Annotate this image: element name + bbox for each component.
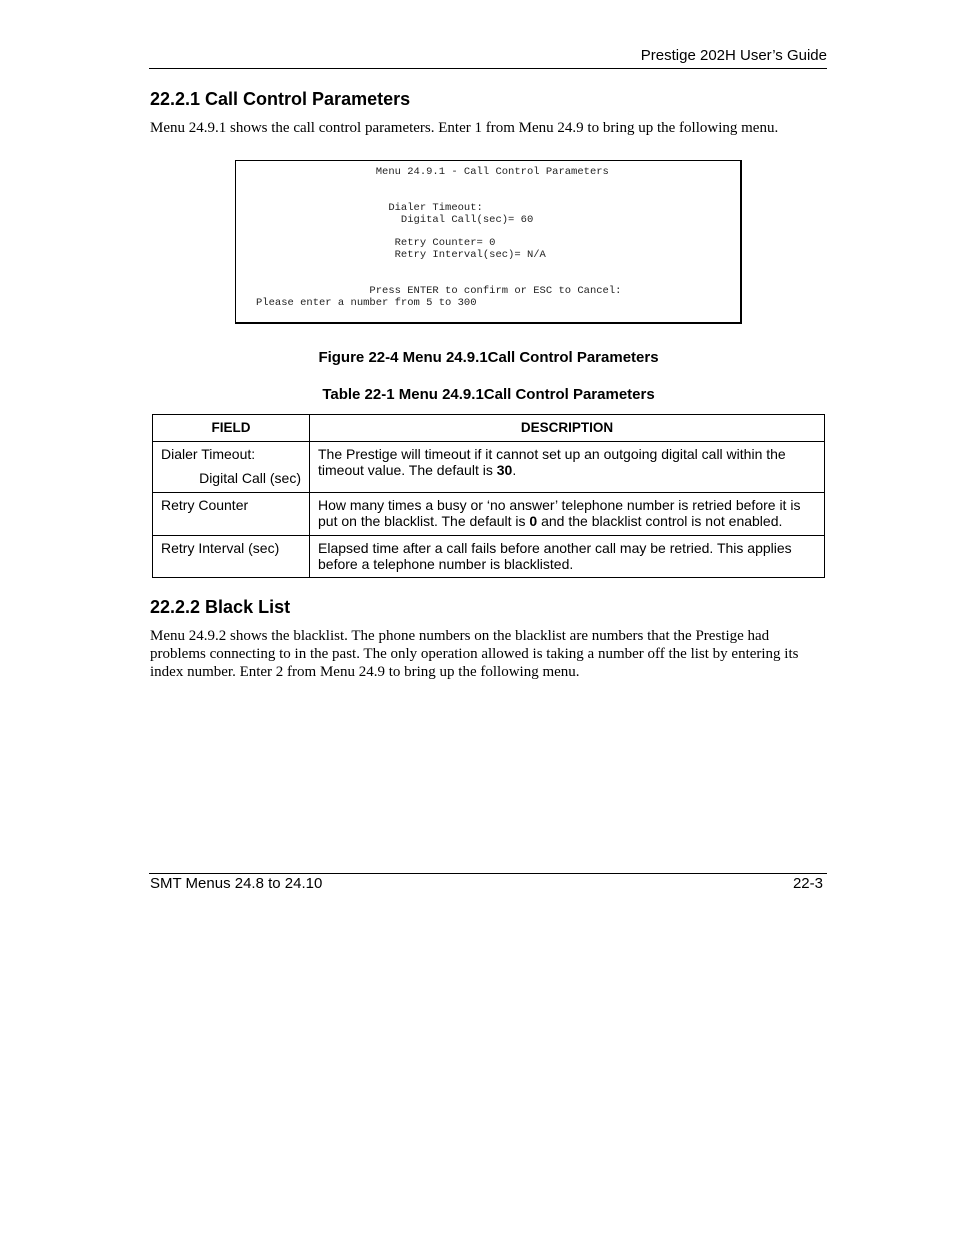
- description-cell: The Prestige will timeout if it cannot set up an outgoing digital call within the timeout value. The default is 30.: [310, 442, 825, 493]
- description-cell: How many times a busy or ‘no answer’ telephone number is retried before it is put on the blacklist. The default is 0 and the blacklist control is not enabled.: [310, 493, 825, 536]
- smt-menu-text: Menu 24.9.1 - Call Control Parameters Dialer Timeout: Digital Call(sec)= 60 Retry Counter= 0 Retry Interval(sec)= N/A Press ENTER to confirm or ESC to Cancel: Please enter a number from 5 to 300: [256, 166, 622, 309]
- section-intro-call-control: Menu 24.9.1 shows the call control parameters. Enter 1 from Menu 24.9 to bring up the following menu.: [150, 120, 779, 136]
- table-row: [153, 536, 825, 578]
- page-number: 22-3: [792, 875, 823, 892]
- table-row: [153, 442, 825, 493]
- header-description: DESCRIPTION: [310, 415, 825, 442]
- parameters-table: [152, 414, 825, 578]
- footer-chapter: SMT Menus 24.8 to 24.10: [150, 875, 323, 892]
- field-cell: Retry Counter: [153, 493, 310, 536]
- running-header: Prestige 202H User’s Guide: [640, 47, 827, 64]
- table-header-row: [153, 415, 825, 442]
- section-heading-black-list: 22.2.2 Black List: [150, 597, 291, 617]
- header-field: FIELD: [153, 415, 310, 442]
- default-value: 30: [496, 462, 513, 478]
- figure-caption: Figure 22-4 Menu 24.9.1Call Control Parameters: [318, 349, 659, 366]
- table-caption: Table 22-1 Menu 24.9.1Call Control Parameters: [322, 386, 655, 403]
- default-value: 0: [529, 513, 538, 529]
- field-subname: Digital Call (sec): [199, 470, 301, 486]
- field-cell: [153, 442, 310, 493]
- section-intro-black-list: Menu 24.9.2 shows the blacklist. The phone numbers on the blacklist are numbers that the Prestige had problems connecting to in the past. The only operation allowed is taking a number off the list by entering its index number. Enter 2 from Menu 24.9 to bring up the following menu.: [150, 628, 799, 680]
- field-name: Dialer Timeout:: [161, 446, 256, 462]
- field-cell: Retry Interval (sec): [153, 536, 310, 578]
- footer-rule: [149, 873, 827, 874]
- smt-menu-screen: [235, 160, 742, 324]
- section-heading-call-control: 22.2.1 Call Control Parameters: [150, 89, 411, 109]
- header-rule: [149, 68, 827, 69]
- table-row: [153, 493, 825, 536]
- description-cell: Elapsed time after a call fails before another call may be retried. This applies before a telephone number is blacklisted.: [310, 536, 825, 578]
